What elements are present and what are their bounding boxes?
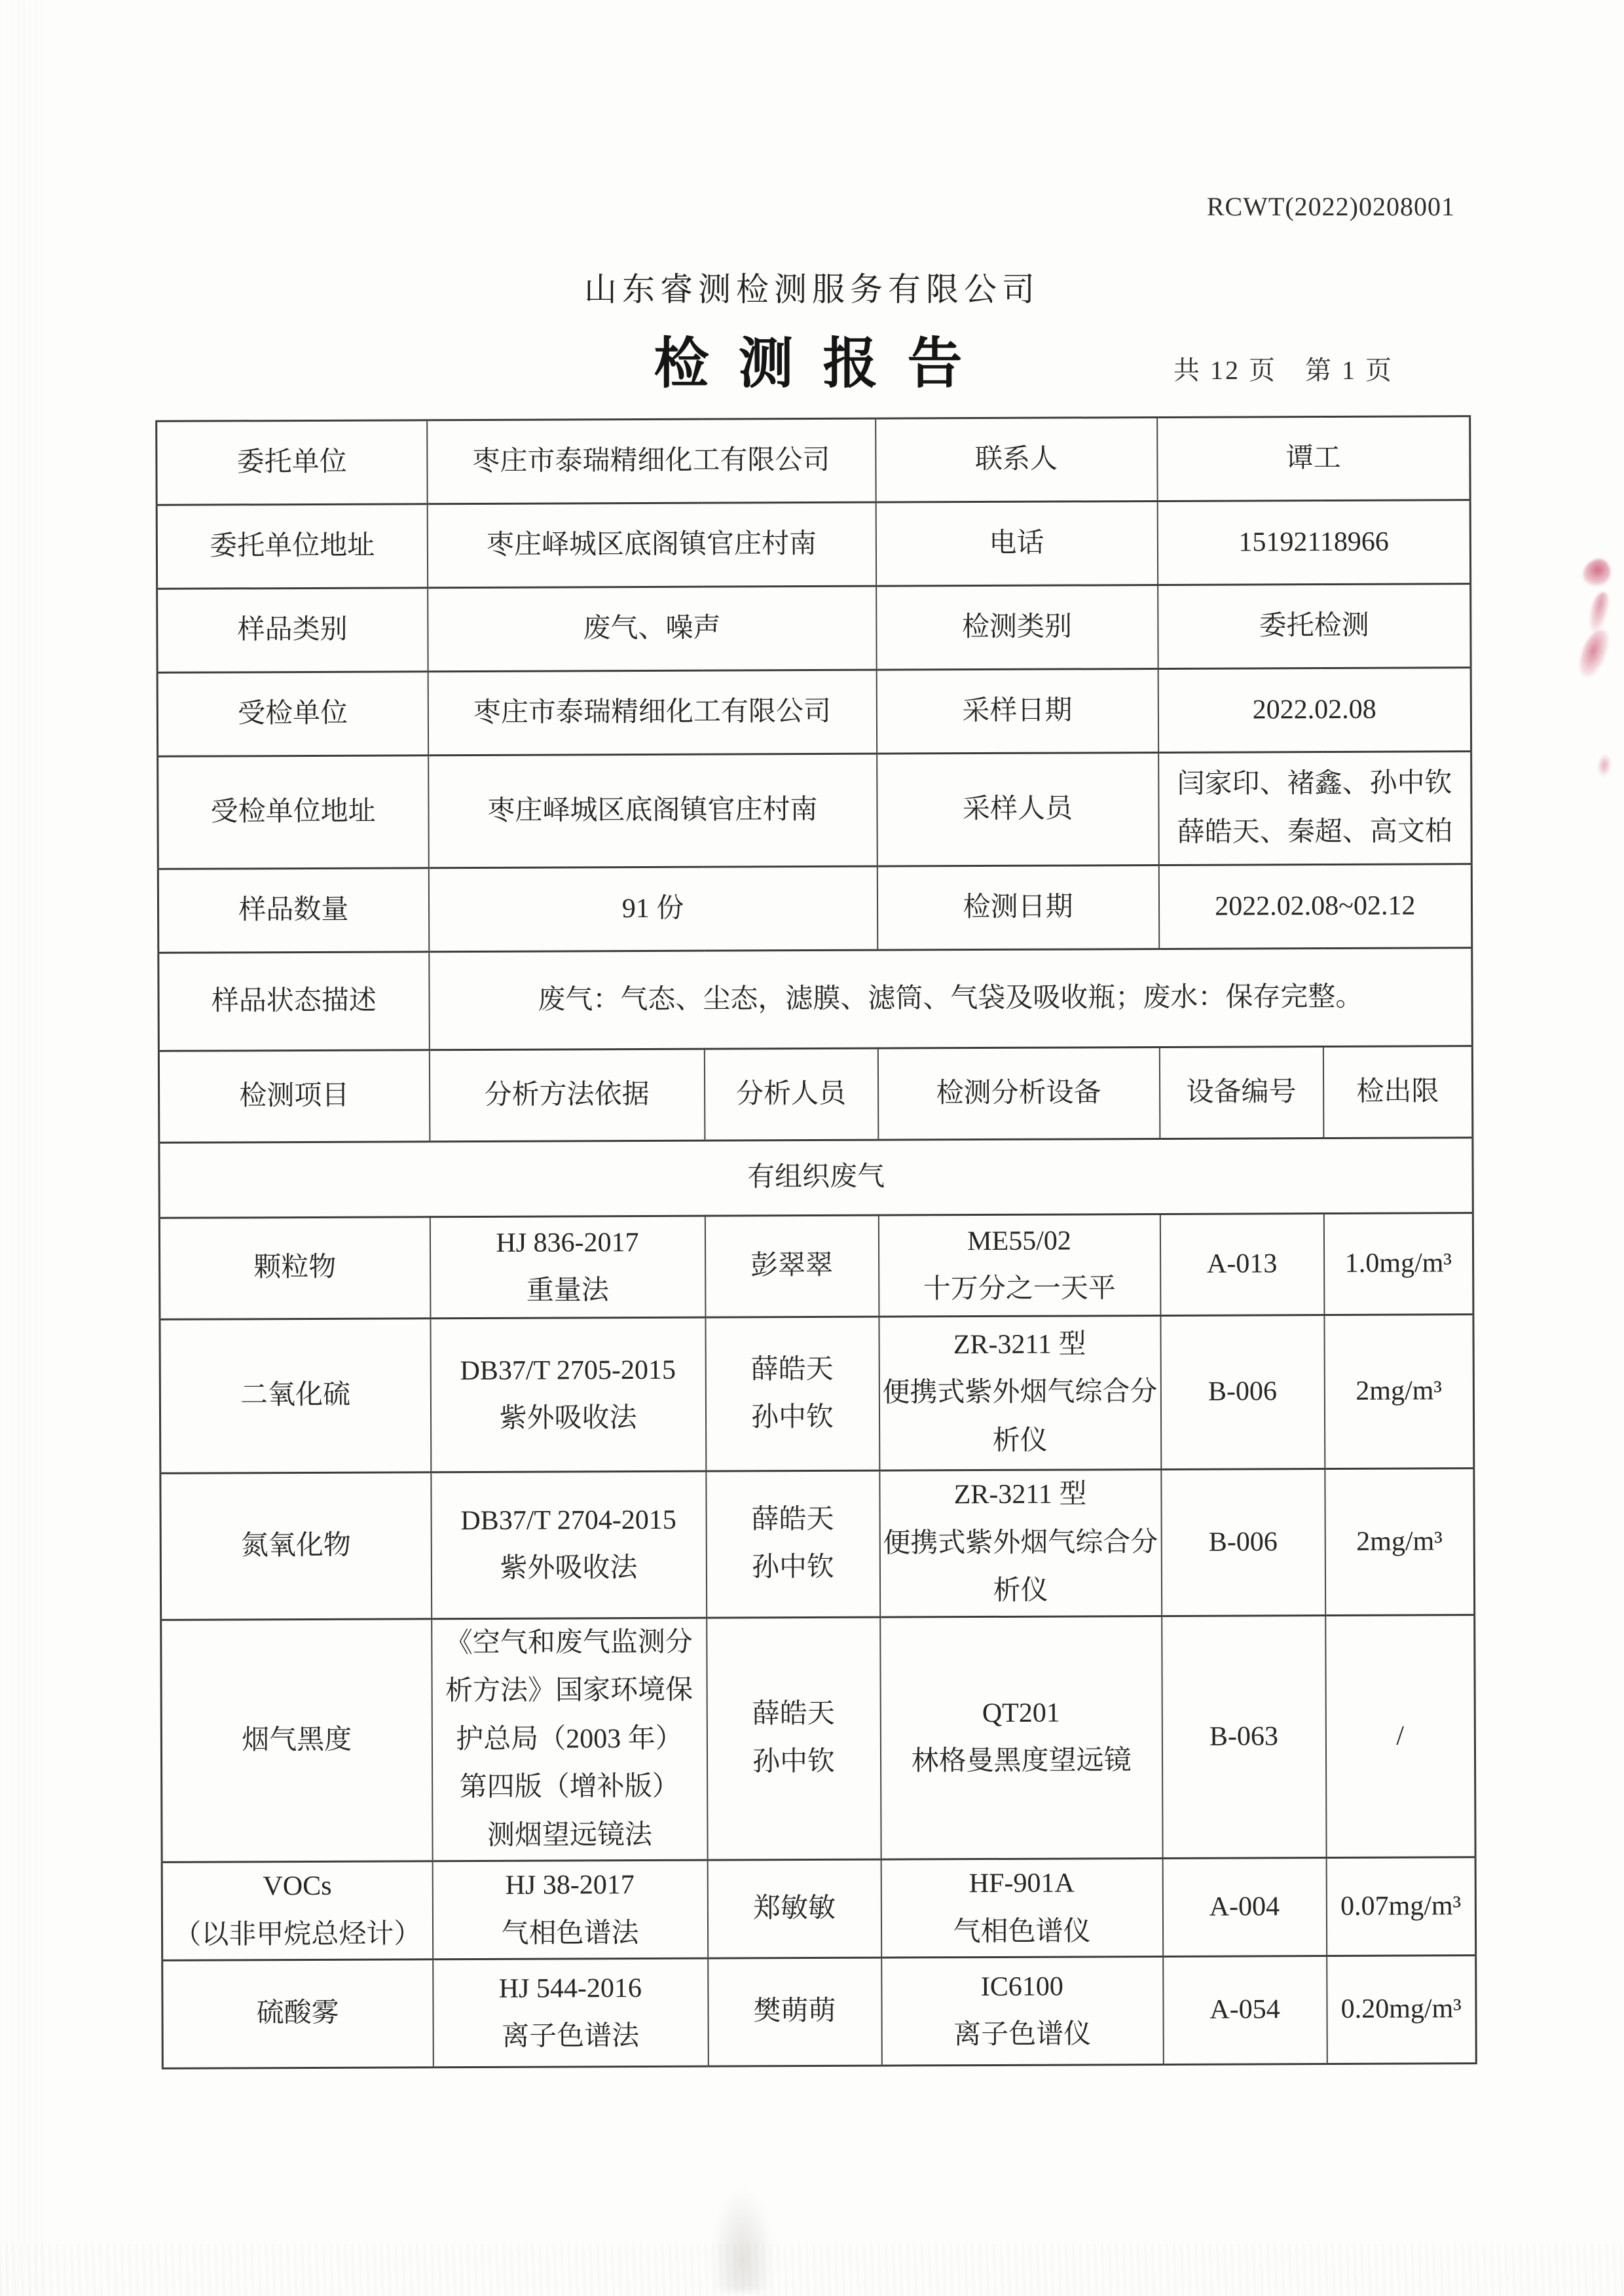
item-analyst: 薛皓天 孙中钦 <box>705 1317 879 1471</box>
item-analyst: 薛皓天 孙中钦 <box>707 1617 881 1861</box>
field-value: 委托检测 <box>1158 584 1471 669</box>
item-equipment: ZR-3211 型 便携式紫外烟气综合分 析仪 <box>879 1315 1161 1470</box>
item-equipment: QT201 林格曼黑度望远镜 <box>880 1616 1162 1859</box>
column-header: 分析方法依据 <box>429 1049 705 1142</box>
item-equipment: ZR-3211 型 便携式紫外烟气综合分 析仪 <box>879 1469 1162 1616</box>
field-value: 15192118966 <box>1157 500 1471 585</box>
item-equipment: IC6100 离子色谱仪 <box>881 1956 1164 2066</box>
column-header: 检测分析设备 <box>877 1047 1160 1140</box>
ink-stain <box>1578 555 1615 592</box>
item-name: 硫酸雾 <box>162 1959 434 2069</box>
item-equipment: ME55/02 十万分之一天平 <box>878 1214 1160 1317</box>
company-name: 山东睿测检测服务有限公司 <box>584 271 1040 308</box>
item-name: VOCs （以非甲烷总烃计） <box>162 1861 433 1961</box>
item-detection-limit: / <box>1325 1614 1475 1857</box>
field-label: 联系人 <box>876 417 1157 502</box>
ink-stain <box>1596 754 1613 777</box>
field-label: 检测日期 <box>877 865 1158 950</box>
item-device-no: A-013 <box>1160 1214 1324 1316</box>
item-method: HJ 544-2016 离子色谱法 <box>433 1958 709 2068</box>
field-value: 谭工 <box>1157 416 1471 501</box>
report-number: RCWT(2022)0208001 <box>1206 192 1455 221</box>
ink-stain <box>1575 626 1613 680</box>
field-label: 样品数量 <box>158 868 428 953</box>
item-device-no: B-063 <box>1162 1615 1326 1858</box>
item-detection-limit: 2mg/m³ <box>1325 1468 1475 1615</box>
section-title: 有组织废气 <box>159 1138 1473 1218</box>
field-value: 废气、噪声 <box>428 586 877 672</box>
column-header: 分析人员 <box>704 1048 878 1140</box>
item-analyst: 彭翠翠 <box>705 1215 879 1317</box>
item-equipment: HF-901A 气相色谱仪 <box>881 1858 1163 1958</box>
report-title: 检 测 报 告 <box>654 334 970 395</box>
item-device-no: B-006 <box>1161 1469 1325 1616</box>
field-label: 委托单位 <box>157 420 427 505</box>
item-detection-limit: 2mg/m³ <box>1324 1315 1474 1469</box>
item-row-vocs <box>162 1857 1476 1961</box>
field-label: 采样日期 <box>876 668 1158 754</box>
section-row <box>159 1138 1473 1218</box>
report-table <box>155 415 1477 2069</box>
field-label: 样品类别 <box>157 588 428 673</box>
item-analyst: 薛皓天 孙中钦 <box>706 1470 880 1618</box>
item-method: DB37/T 2705-2015 紫外吸收法 <box>430 1317 706 1472</box>
column-header: 检测项目 <box>158 1050 430 1143</box>
field-value: 2022.02.08~02.12 <box>1158 864 1472 949</box>
item-device-no: B-006 <box>1160 1315 1325 1470</box>
item-row-so2 <box>160 1315 1474 1474</box>
item-row-sulfuric-acid-mist <box>162 1956 1477 2069</box>
field-value: 枣庄峄城区底阁镇官庄村南 <box>427 502 876 588</box>
item-detection-limit: 0.07mg/m³ <box>1326 1857 1476 1956</box>
field-label: 样品状态描述 <box>158 952 430 1051</box>
field-label: 电话 <box>876 501 1157 586</box>
scan-bottom-noise <box>0 2244 1624 2296</box>
page-count: 共 12 页 第 1 页 <box>1173 355 1393 385</box>
column-header: 检出限 <box>1323 1046 1473 1139</box>
item-method: 《空气和废气监测分 析方法》国家环境保 护总局（2003 年） 第四版（增补版） 测烟望远镜法 <box>432 1618 707 1861</box>
item-name: 颗粒物 <box>159 1217 430 1320</box>
item-name: 二氧化硫 <box>160 1319 431 1474</box>
item-row-smoke-blackness <box>161 1614 1475 1862</box>
field-value: 枣庄市泰瑞精细化工有限公司 <box>427 418 876 504</box>
field-label: 受检单位地址 <box>158 756 429 869</box>
item-method: DB37/T 2704-2015 紫外吸收法 <box>431 1471 707 1618</box>
item-row-nox <box>160 1468 1475 1620</box>
field-value: 闫家印、褚鑫、孙中钦 薛皓天、秦超、高文柏 <box>1158 752 1472 866</box>
field-label: 委托单位地址 <box>157 504 427 589</box>
item-row-particulate <box>159 1213 1473 1320</box>
item-method: HJ 836-2017 重量法 <box>430 1216 705 1319</box>
ink-stain <box>1586 591 1611 634</box>
item-detection-limit: 0.20mg/m³ <box>1327 1956 1477 2064</box>
info-row-inspected-unit <box>157 668 1471 757</box>
field-value: 91 份 <box>428 866 877 952</box>
info-row-client <box>157 416 1471 505</box>
item-method: HJ 38-2017 气相色谱法 <box>432 1860 708 1959</box>
field-value: 枣庄市泰瑞精细化工有限公司 <box>428 670 877 756</box>
item-device-no: A-004 <box>1162 1858 1327 1957</box>
item-device-no: A-054 <box>1163 1956 1327 2065</box>
items-header-row <box>158 1046 1473 1143</box>
field-label: 受检单位 <box>157 672 428 757</box>
info-row-sample-category <box>157 584 1471 673</box>
info-row-client-address <box>157 500 1471 589</box>
info-row-sample-status <box>158 948 1473 1051</box>
info-row-sample-count <box>158 864 1472 953</box>
field-label: 采样人员 <box>877 752 1159 866</box>
column-header: 设备编号 <box>1159 1047 1323 1139</box>
field-value: 2022.02.08 <box>1158 668 1471 753</box>
item-name: 烟气黑度 <box>161 1618 432 1862</box>
scan-smudge <box>711 2187 774 2291</box>
item-analyst: 樊萌萌 <box>708 1958 882 2066</box>
field-label: 检测类别 <box>876 585 1158 670</box>
info-row-inspected-address <box>158 752 1472 869</box>
item-detection-limit: 1.0mg/m³ <box>1323 1213 1473 1315</box>
item-analyst: 郑敏敏 <box>707 1859 881 1958</box>
item-name: 氮氧化物 <box>160 1472 432 1620</box>
field-value: 枣庄峄城区底阁镇官庄村南 <box>428 754 877 868</box>
field-value: 废气：气态、尘态，滤膜、滤筒、气袋及吸收瓶；废水：保存完整。 <box>429 948 1473 1050</box>
